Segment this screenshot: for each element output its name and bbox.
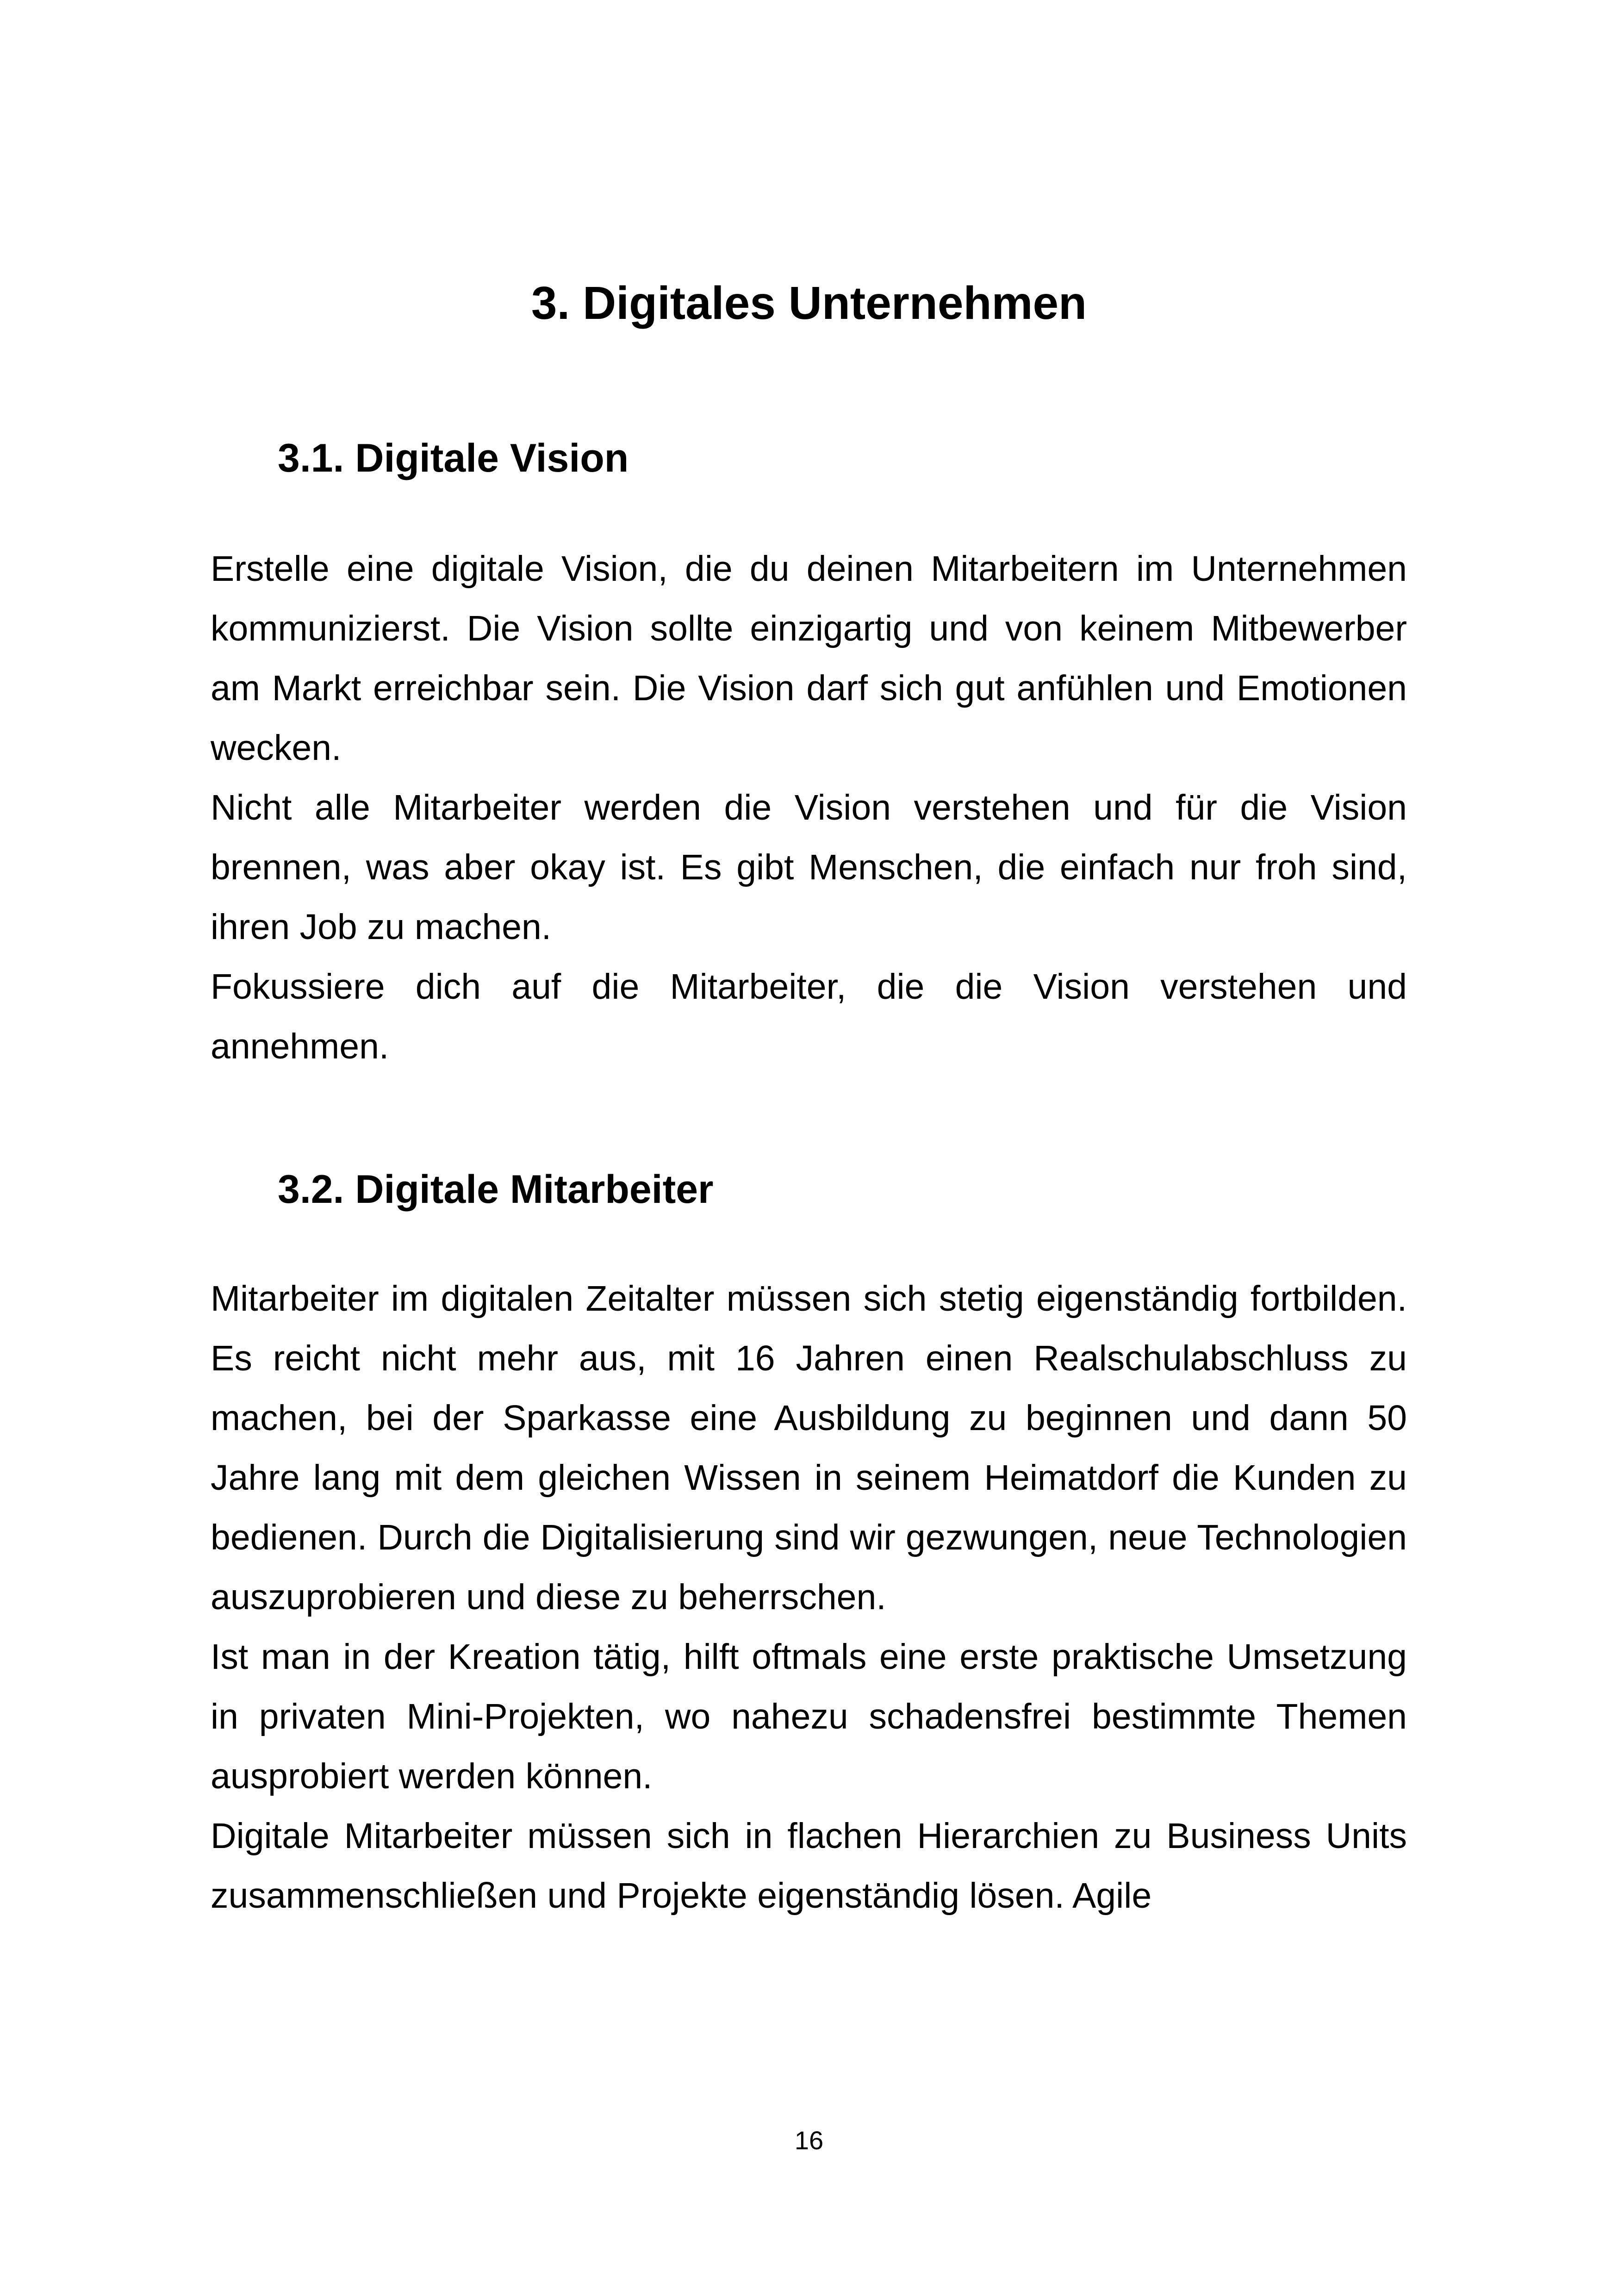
section-title-digitale-vision: 3.1. Digitale Vision [278, 436, 629, 480]
section-body-digitale-mitarbeiter [211, 1269, 1407, 1926]
paragraph: Nicht alle Mitarbeiter werden die Vision verstehen und für die Vision brennen, was aber okay ist. Es gibt Menschen, die einfach nur froh sind, ihren Job zu machen. [211, 788, 1407, 947]
chapter-title: 3. Digitales Unternehmen [531, 277, 1087, 329]
section-body-digitale-vision [211, 539, 1407, 1076]
paragraph: Mitarbeiter im digitalen Zeitalter müssen sich stetig eigenständig fortbilden. Es reicht nicht mehr aus, mit 16 Jahren einen Realschulabschluss zu machen, bei der Sparkasse eine Ausbildung zu beginnen und dann 50 Jahre lang mit dem gleichen Wissen in seinem Heimatdorf die Kunden zu bedienen. Durch die Digitalisierung sind wir gezwungen, neue Technologien auszuprobieren und diese zu beherrschen. [211, 1279, 1407, 1617]
paragraph: Digitale Mitarbeiter müssen sich in flachen Hierarchien zu Business Units zusammenschließen und Projekte eigenständig lösen. Agile [211, 1816, 1407, 1916]
paragraph: Erstelle eine digitale Vision, die du deinen Mitarbeitern im Unternehmen kommunizierst. Die Vision sollte einzigartig und von keinem Mitbewerber am Markt erreichbar sein. Die Vision darf sich gut anfühlen und Emotionen wecken. [211, 549, 1407, 768]
paragraph: Ist man in der Kreation tätig, hilft oftmals eine erste praktische Umsetzung in privaten Mini-Projekten, wo nahezu schadensfrei bestimmte Themen ausprobiert werden können. [211, 1637, 1407, 1796]
page-number: 16 [794, 2126, 824, 2155]
paragraph: Fokussiere dich auf die Mitarbeiter, die die Vision verstehen und annehmen. [211, 967, 1407, 1066]
section-title-digitale-mitarbeiter: 3.2. Digitale Mitarbeiter [278, 1167, 714, 1212]
